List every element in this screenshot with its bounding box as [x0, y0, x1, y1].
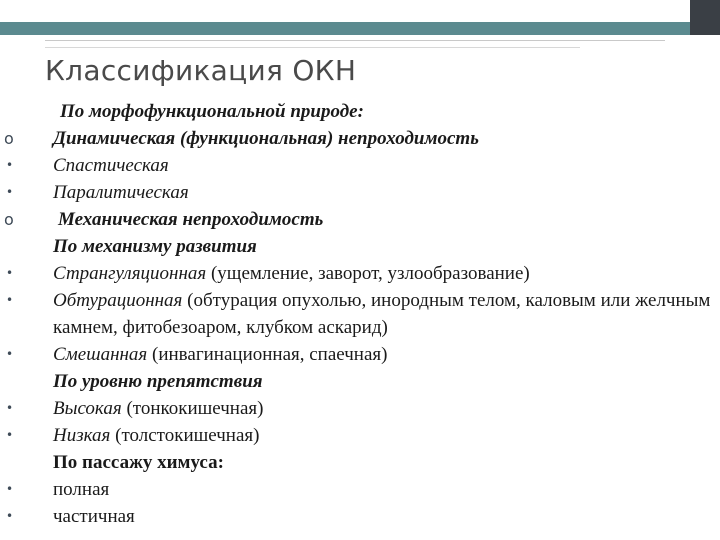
list-item: [0, 395, 720, 422]
bullet-icon: •: [6, 293, 14, 307]
list-item: [0, 179, 720, 206]
item-detail: (толстокишечная): [110, 425, 260, 446]
item-text: [53, 260, 712, 287]
bullet-icon: •: [6, 185, 14, 199]
list-item: [0, 476, 720, 503]
list-item: [0, 287, 720, 341]
bullet-icon: •: [6, 347, 14, 361]
classification-list: [0, 98, 720, 530]
bullet-icon: •: [6, 482, 14, 496]
bullet-icon: •: [6, 266, 14, 280]
list-item: [0, 503, 720, 530]
item-emphasis: Высокая: [53, 398, 122, 419]
list-item: [0, 449, 720, 476]
circle-bullet-icon: o: [4, 210, 14, 229]
item-text: Механическая непроходимость: [58, 209, 324, 230]
item-emphasis: Низкая: [53, 425, 111, 446]
list-item: [0, 341, 720, 368]
bullet-icon: •: [6, 428, 14, 442]
item-emphasis: Странгуляционная: [53, 263, 207, 284]
header-accent-bar: [0, 22, 690, 35]
item-emphasis: Смешанная: [53, 344, 148, 365]
item-text: Паралитическая: [53, 182, 189, 203]
item-detail: (инвагинационная, спаечная): [147, 344, 388, 365]
section-heading: По механизму развития: [53, 236, 257, 257]
item-text: [53, 395, 712, 422]
slide-title: Классификация ОКН: [45, 54, 357, 87]
list-item: [0, 152, 720, 179]
bullet-icon: •: [6, 509, 14, 523]
section-heading: По морфофункциональной природе:: [60, 101, 364, 122]
header-corner-block: [690, 0, 720, 35]
bullet-icon: •: [6, 158, 14, 172]
section-heading: По уровню препятствия: [53, 371, 263, 392]
item-emphasis: Обтурационная: [53, 290, 183, 311]
list-item: [0, 422, 720, 449]
item-text: [53, 287, 712, 341]
header-divider-line-short: [45, 47, 580, 48]
item-text: частичная: [53, 506, 135, 527]
circle-bullet-icon: o: [4, 129, 14, 148]
item-detail: (тонкокишечная): [121, 398, 264, 419]
item-text: [53, 422, 712, 449]
bullet-icon: •: [6, 401, 14, 415]
item-text: Динамическая (функциональная) непроходимость: [53, 128, 479, 149]
list-item: [0, 125, 720, 152]
section-heading: По пассажу химуса:: [53, 452, 224, 473]
item-detail: (обтурация опухолью, инородным телом, каловым или желчным камнем, фитобезоаром, клубком аскарид): [53, 290, 711, 338]
item-detail: (ущемление, заворот, узлообразование): [206, 263, 530, 284]
item-text: полная: [53, 479, 110, 500]
list-item: [0, 206, 720, 233]
list-item: [0, 260, 720, 287]
list-item: [0, 368, 720, 395]
item-text: Спастическая: [53, 155, 169, 176]
list-item: [0, 233, 720, 260]
header-divider-line: [45, 40, 665, 41]
list-item: [0, 98, 720, 125]
item-text: [53, 341, 712, 368]
